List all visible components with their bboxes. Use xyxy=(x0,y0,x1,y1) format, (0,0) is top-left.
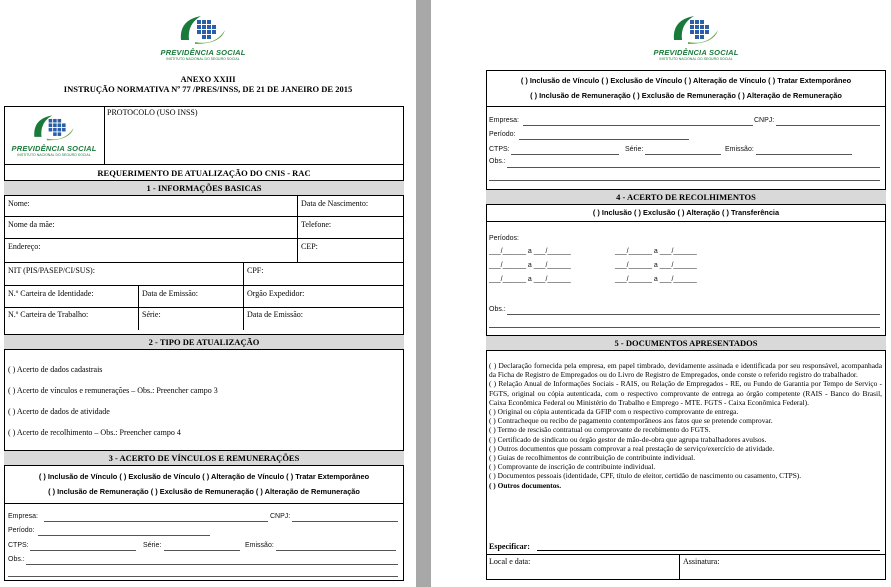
previdencia-logo-box xyxy=(6,110,102,157)
form-title: REQUERIMENTO DE ATUALIZAÇÃO DO CNIS - RAC xyxy=(97,168,311,178)
periodo-range-2a[interactable]: ___/______ a ___/______ xyxy=(489,262,571,269)
doc-item-outros-comprovantes[interactable]: ( ) Outros documentos que possam comprovar a real prestação de serviço/exercício de atividade. xyxy=(489,443,775,453)
p2-options-remuneracao[interactable]: ( ) Inclusão de Remuneração ( ) Exclusão de Remuneração ( ) Alteração de Remuneração xyxy=(530,91,842,100)
p2-serie-field[interactable]: Série: xyxy=(625,146,644,153)
anexo-title: ANEXO XXIII xyxy=(180,74,236,84)
option-vinculos-remuneracoes[interactable]: ( ) Acerto de vínculos e remunerações – Obs.: Preencher campo 3 xyxy=(8,386,218,395)
periodo-range-3b[interactable]: ___/______ a ___/______ xyxy=(615,276,697,283)
document-page-1 xyxy=(0,0,416,587)
assinatura-field[interactable]: Assinatura: xyxy=(683,557,720,566)
p2-emissao-field[interactable]: Emissão: xyxy=(725,146,754,153)
p2-ctps-field[interactable]: CTPS: xyxy=(489,146,510,153)
p2-obs-field[interactable]: Obs.: xyxy=(489,158,506,165)
cpf-field[interactable]: CPF: xyxy=(247,266,264,275)
carteira-trabalho-field[interactable]: N.º Carteira de Trabalho: xyxy=(8,310,89,319)
empresa-field[interactable]: Empresa: xyxy=(8,513,38,520)
section3-options-vinculo[interactable]: ( ) Inclusão de Vínculo ( ) Exclusão de Vínculo ( ) Alteração de Vínculo ( ) Tratar Extemporâneo xyxy=(38,472,370,481)
carteira-identidade-field[interactable]: N.º Carteira de Identidade: xyxy=(8,289,94,298)
ctps-field[interactable]: CTPS: xyxy=(8,542,29,549)
logo-sub-text-small: INSTITUTO NACIONAL DO SEGURO SOCIAL xyxy=(17,153,91,157)
logo-sub-text-2: INSTITUTO NACIONAL DO SEGURO SOCIAL xyxy=(659,57,733,61)
periodo-range-2b[interactable]: ___/______ a ___/______ xyxy=(615,262,697,269)
doc-item-documentos-pessoais[interactable]: ( ) Documentos pessoais (identidade, CPF, título de eleitor, certidão de nascimento ou casamento, CTPS). xyxy=(489,471,802,481)
serie-field[interactable]: Série: xyxy=(142,310,161,319)
nit-field[interactable]: NIT (PIS/PASEP/CI/SUS): xyxy=(8,266,95,275)
form-box-2 xyxy=(486,70,886,580)
option-dados-atividade[interactable]: ( ) Acerto de dados de atividade xyxy=(8,407,110,416)
option-dados-cadastrais[interactable]: ( ) Acerto de dados cadastrais xyxy=(8,365,103,374)
nome-field[interactable]: Nome: xyxy=(8,199,30,208)
periodos-label: Períodos: xyxy=(489,235,519,242)
p2-periodo-field[interactable]: Período: xyxy=(489,131,516,138)
section4-obs-field[interactable]: Obs.: xyxy=(489,306,506,313)
previdencia-logo-top xyxy=(148,10,258,61)
documents-list xyxy=(489,361,882,490)
cep-field[interactable]: CEP: xyxy=(301,242,318,251)
cnpj-field[interactable]: CNPJ: xyxy=(270,513,291,520)
telefone-field[interactable]: Telefone: xyxy=(301,220,332,229)
emissao-field[interactable]: Emissão: xyxy=(245,542,274,549)
section4-header: 4 - ACERTO DE RECOLHIMENTOS xyxy=(486,189,886,205)
doc-item-rais[interactable]: ( ) Relação Anual de Informações Sociais - RAIS, ou Relação de Empregados - RE, ou Fundo de Garantia por Tempo de Serviço - FGTS, original ou cópia autenticada, com o respectivo comprovante de entrega ao órgão competente (RAIS - Banco do Brasil, Caixa Econômica Federal ou Ministério do Trabalho e Emprego - MTE. FGTS - Caixa Econômica Federal). xyxy=(489,379,882,407)
periodo-range-3a[interactable]: ___/______ a ___/______ xyxy=(489,276,571,283)
periodo-field[interactable]: Período: xyxy=(8,527,35,534)
periodo-range-1b[interactable]: ___/______ a ___/______ xyxy=(615,248,697,255)
doc-item-declaracao[interactable]: ( ) Declaração fornecida pela empresa, em papel timbrado, devidamente assinada e identificada por seu responsável, acompanhada da Ficha de Registro de Empregados ou do Livro de Registro de Empregados, onde conste o referido registro do trabalhador. xyxy=(489,361,882,380)
protocolo-label: PROTOCOLO (USO INSS) xyxy=(107,108,198,117)
section3-header: 3 - ACERTO DE VÍNCULOS E REMUNERAÇÕES xyxy=(4,450,404,466)
section3-options-remuneracao[interactable]: ( ) Inclusão de Remuneração ( ) Exclusão de Remuneração ( ) Alteração de Remuneração xyxy=(48,487,360,496)
previdencia-logo-icon-small xyxy=(29,110,79,144)
doc-item-gfip[interactable]: ( ) Original ou cópia autenticada da GFIP com o respectivo comprovante de entrega. xyxy=(489,407,739,417)
serie-vinculo-field[interactable]: Série: xyxy=(143,542,162,549)
local-data-field[interactable]: Local e data: xyxy=(489,557,531,566)
previdencia-logo-top-2 xyxy=(641,10,751,61)
previdencia-logo-icon-2 xyxy=(668,10,724,48)
doc-item-contracheque[interactable]: ( ) Contracheque ou recibo de pagamento contemporâneos aos fatos que se pretende comprovar. xyxy=(489,416,773,426)
logo-brand-text: PREVIDÊNCIA SOCIAL xyxy=(160,48,246,57)
doc-item-sindicato[interactable]: ( ) Certificado de sindicato ou órgão gestor de mão-de-obra que agrupa trabalhadores avulsos. xyxy=(489,434,767,444)
p2-empresa-field[interactable]: Empresa: xyxy=(489,117,519,124)
doc-item-inscricao[interactable]: ( ) Comprovante de inscrição de contribuinte individual. xyxy=(489,462,656,472)
section2-header: 2 - TIPO DE ATUALIZAÇÃO xyxy=(4,334,404,350)
section5-header: 5 - DOCUMENTOS APRESENTADOS xyxy=(486,335,886,351)
periodo-range-1a[interactable]: ___/______ a ___/______ xyxy=(489,248,571,255)
option-recolhimento[interactable]: ( ) Acerto de recolhimento – Obs.: Preencher campo 4 xyxy=(8,428,181,437)
instrucao-title: INSTRUÇÃO NORMATIVA Nº 77 /PRES/INSS, DE 21 DE JANEIRO DE 2015 xyxy=(63,84,353,94)
data-emissao-id-field[interactable]: Data de Emissão: xyxy=(142,289,198,298)
doc-item-outros[interactable]: ( ) Outros documentos. xyxy=(489,480,562,490)
p2-options-vinculo[interactable]: ( ) Inclusão de Vínculo ( ) Exclusão de Vínculo ( ) Alteração de Vínculo ( ) Tratar Extemporâneo xyxy=(520,76,852,85)
orgao-expedidor-field[interactable]: Orgão Expedidor: xyxy=(247,289,305,298)
data-nascimento-field[interactable]: Data de Nascimento: xyxy=(301,199,369,208)
logo-sub-text: INSTITUTO NACIONAL DO SEGURO SOCIAL xyxy=(166,57,240,61)
section1-header: 1 - INFORMAÇÕES BASICAS xyxy=(4,180,404,196)
especificar-field[interactable]: Especificar: xyxy=(489,542,530,551)
doc-item-rescisao[interactable]: ( ) Termo de rescisão contratual ou comprovante de recebimento do FGTS. xyxy=(489,425,711,435)
data-emissao-ct-field[interactable]: Data de Emissão: xyxy=(247,310,303,319)
p2-cnpj-field[interactable]: CNPJ: xyxy=(754,117,775,124)
previdencia-logo-icon xyxy=(175,10,231,48)
page-gutter xyxy=(416,0,431,587)
endereco-field[interactable]: Endereço: xyxy=(8,242,41,251)
doc-item-guias[interactable]: ( ) Guias de recolhimentos de contribuição de contribuinte individual. xyxy=(489,453,696,463)
logo-brand-text-small: PREVIDÊNCIA SOCIAL xyxy=(11,144,97,153)
document-page-2 xyxy=(431,0,891,587)
section4-options[interactable]: ( ) Inclusão ( ) Exclusão ( ) Alteração ( ) Transferência xyxy=(592,208,780,217)
nome-mae-field[interactable]: Nome da mãe: xyxy=(8,220,55,229)
obs-field[interactable]: Obs.: xyxy=(8,556,25,563)
logo-brand-text-2: PREVIDÊNCIA SOCIAL xyxy=(653,48,739,57)
